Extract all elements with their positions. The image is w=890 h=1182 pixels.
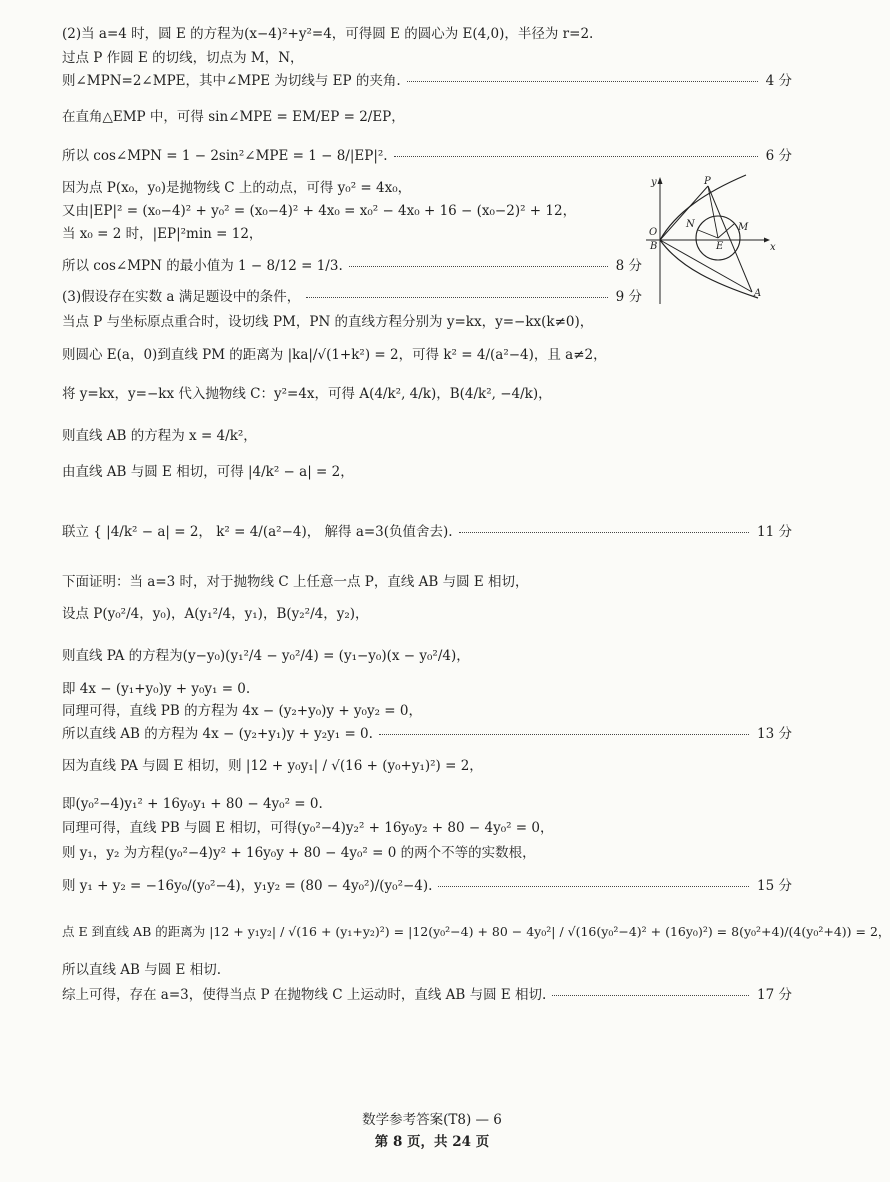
solution-line-scored: 综上可得，存在 a=3，使得当点 P 在抛物线 C 上运动时，直线 AB 与圆 E 相切. 17 分 — [62, 987, 792, 1003]
solution-line: 又由|EP|² = (x₀−4)² + y₀² = (x₀−4)² + 4x₀ = x₀² − 4x₀ + 16 − (x₀−2)² + 12， — [62, 203, 577, 219]
solution-line: 点 E 到直线 AB 的距离为 |12 + y₁y₂| / √(16 + (y₁+y₂)²) = |12(y₀²−4) + 80 − 4y₀²| / √(16(y₀²−4)² + (16y₀)²) = 8(y₀²+4)/(4(y₀²+4)) = 2， — [62, 924, 890, 939]
solution-line: 即(y₀²−4)y₁² + 16y₀y₁ + 80 − 4y₀² = 0. — [62, 796, 323, 812]
solution-line: 由直线 AB 与圆 E 相切，可得 |4/k² − a| = 2， — [62, 464, 354, 480]
score-mark: 9 分 — [615, 289, 642, 305]
solution-line: 将 y=kx，y=−kx 代入抛物线 C：y²=4x，可得 A(4/k², 4/k)，B(4/k², −4/k)， — [62, 386, 552, 402]
score-mark: 8 分 — [615, 258, 642, 274]
tangent-line-pb — [708, 186, 752, 292]
solution-line: 则圆心 E(a，0)到直线 PM 的距离为 |ka|/√(1+k²) = 2，可得 k² = 4/(a²−4)，且 a≠2， — [62, 347, 607, 363]
solution-line-scored: 则∠MPN=2∠MPE，其中∠MPE 为切线与 EP 的夹角. 4 分 — [62, 73, 792, 89]
segment-en — [698, 230, 718, 238]
solution-line: 下面证明：当 a=3 时，对于抛物线 C 上任意一点 P，直线 AB 与圆 E 相切， — [62, 574, 529, 590]
score-mark: 11 分 — [757, 524, 792, 540]
solution-line-scored: 则 y₁ + y₂ = −16y₀/(y₀²−4)，y₁y₂ = (80 − 4y₀²)/(y₀²−4). 15 分 — [62, 878, 792, 894]
y-axis-arrow — [658, 177, 663, 184]
segment-pe — [708, 186, 718, 238]
score-mark: 15 分 — [757, 878, 792, 894]
label-o: O — [649, 227, 658, 238]
parabola-circle-figure — [646, 172, 782, 306]
solution-line-scored: (3)假设存在实数 a 满足题设中的条件， 9 分 — [62, 289, 642, 305]
label-p: P — [704, 176, 711, 187]
score-mark: 6 分 — [765, 148, 792, 164]
solution-line: 即 4x − (y₁+y₀)y + y₀y₁ = 0. — [62, 681, 251, 697]
solution-line: 同理可得，直线 PB 与圆 E 相切，可得(y₀²−4)y₂² + 16y₀y₂ + 80 − 4y₀² = 0， — [62, 820, 554, 836]
label-n: N — [686, 219, 695, 230]
solution-line: 当 x₀ = 2 时，|EP|²min = 12， — [62, 226, 263, 242]
tangent-line-pa — [660, 186, 708, 240]
solution-line-scored: 联立 { |4/k² − a| = 2， k² = 4/(a²−4)， 解得 a=3(负值舍去). 11 分 — [62, 524, 792, 540]
solution-line-scored: 所以 cos∠MPN 的最小值为 1 − 8/12 = 1/3. 8 分 — [62, 258, 642, 274]
label-m: M — [738, 222, 749, 233]
parabola-upper-branch — [660, 175, 746, 240]
label-x: x — [770, 242, 776, 253]
solution-line-scored: 所以 cos∠MPN = 1 − 2sin²∠MPE = 1 − 8/|EP|². 6 分 — [62, 148, 792, 164]
segment-em — [718, 224, 734, 238]
solution-line: 因为直线 PA 与圆 E 相切，则 |12 + y₀y₁| / √(16 + (y₀+y₁)²) = 2， — [62, 758, 483, 774]
solution-line: 当点 P 与坐标原点重合时，设切线 PM，PN 的直线方程分别为 y=kx，y=−kx(k≠0)， — [62, 314, 594, 330]
solution-line-scored: 所以直线 AB 的方程为 4x − (y₂+y₁)y + y₂y₁ = 0. 13 分 — [62, 726, 792, 742]
solution-line: 在直角△EMP 中，可得 sin∠MPE = EM/EP = 2/EP， — [62, 109, 405, 125]
footer-subject: 数学参考答案(T8) — 6 — [362, 1112, 502, 1128]
label-b: B — [650, 241, 658, 252]
label-y: y — [651, 177, 657, 188]
label-e: E — [716, 241, 724, 252]
solution-line: 因为点 P(x₀，y₀)是抛物线 C 上的动点，可得 y₀² = 4x₀， — [62, 180, 412, 196]
solution-line: (2)当 a=4 时，圆 E 的方程为(x−4)²+y²=4，可得圆 E 的圆心为 E(4,0)，半径为 r=2. — [62, 26, 594, 42]
solution-line: 则直线 AB 的方程为 x = 4/k²， — [62, 428, 257, 444]
solution-line: 同理可得，直线 PB 的方程为 4x − (y₂+y₀)y + y₀y₂ = 0， — [62, 703, 422, 719]
solution-line: 过点 P 作圆 E 的切线，切点为 M，N， — [62, 50, 304, 66]
label-a: A — [754, 288, 762, 299]
solution-line: 所以直线 AB 与圆 E 相切. — [62, 962, 221, 978]
solution-line: 则直线 PA 的方程为(y−y₀)(y₁²/4 − y₀²/4) = (y₁−y₀)(x − y₀²/4)， — [62, 648, 470, 664]
score-mark: 17 分 — [757, 987, 792, 1003]
solution-line: 设点 P(y₀²/4，y₀)，A(y₁²/4，y₁)，B(y₂²/4，y₂)， — [62, 606, 369, 622]
score-mark: 4 分 — [765, 73, 792, 89]
footer-page-number: 第 8 页，共 24 页 — [374, 1134, 490, 1150]
solution-line: 则 y₁，y₂ 为方程(y₀²−4)y² + 16y₀y + 80 − 4y₀² = 0 的两个不等的实数根， — [62, 845, 536, 861]
score-mark: 13 分 — [757, 726, 792, 742]
